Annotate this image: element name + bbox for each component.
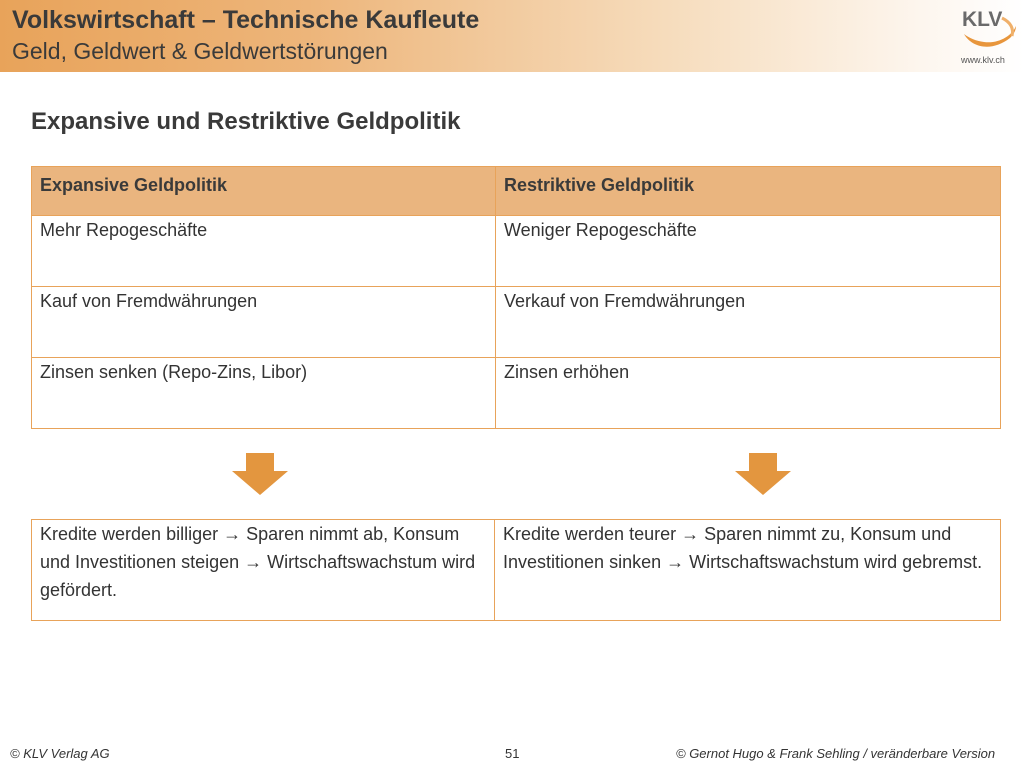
table-header-row (32, 167, 1001, 216)
comparison-table (31, 166, 1001, 429)
footer-publisher: © KLV Verlag AG (10, 746, 110, 761)
table-row (32, 358, 1001, 429)
result-expansive: Kredite werden billiger → Sparen nimmt ab, Konsum und Investitionen steigen → Wirtschaftswachstum wird gefördert. (32, 520, 495, 621)
presentation-subtitle: Geld, Geldwert & Geldwertstörungen (12, 38, 388, 64)
presentation-title: Volkswirtschaft – Technische Kaufleute (12, 6, 480, 34)
footer-authors: © Gernot Hugo & Frank Sehling / veränderbare Version (676, 746, 996, 761)
table-cell: Zinsen senken (Repo-Zins, Libor) (32, 358, 496, 429)
table-cell: Verkauf von Fremdwährungen (496, 287, 1001, 358)
table-row (32, 287, 1001, 358)
header-restrictive: Restriktive Geldpolitik (496, 167, 1001, 216)
logo-url: www.klv.ch (961, 55, 1005, 65)
page-number: 51 (505, 746, 520, 761)
table-cell: Mehr Repogeschäfte (32, 216, 496, 287)
down-arrow-icon (735, 453, 791, 495)
header-expansive: Expansive Geldpolitik (32, 167, 496, 216)
result-restrictive: Kredite werden teurer → Sparen nimmt zu, Konsum und Investitionen sinken → Wirtschaftswachstum wird gebremst. (495, 520, 1001, 621)
down-arrow-icon (232, 453, 288, 495)
table-cell: Zinsen erhöhen (496, 358, 1001, 429)
slide-heading: Expansive und Restriktive Geldpolitik (31, 108, 461, 135)
table-cell: Weniger Repogeschäfte (496, 216, 1001, 287)
table-row (32, 520, 1001, 621)
logo-text: KLV (962, 8, 1003, 31)
results-table (31, 519, 1001, 621)
table-row (32, 216, 1001, 287)
table-cell: Kauf von Fremdwährungen (32, 287, 496, 358)
